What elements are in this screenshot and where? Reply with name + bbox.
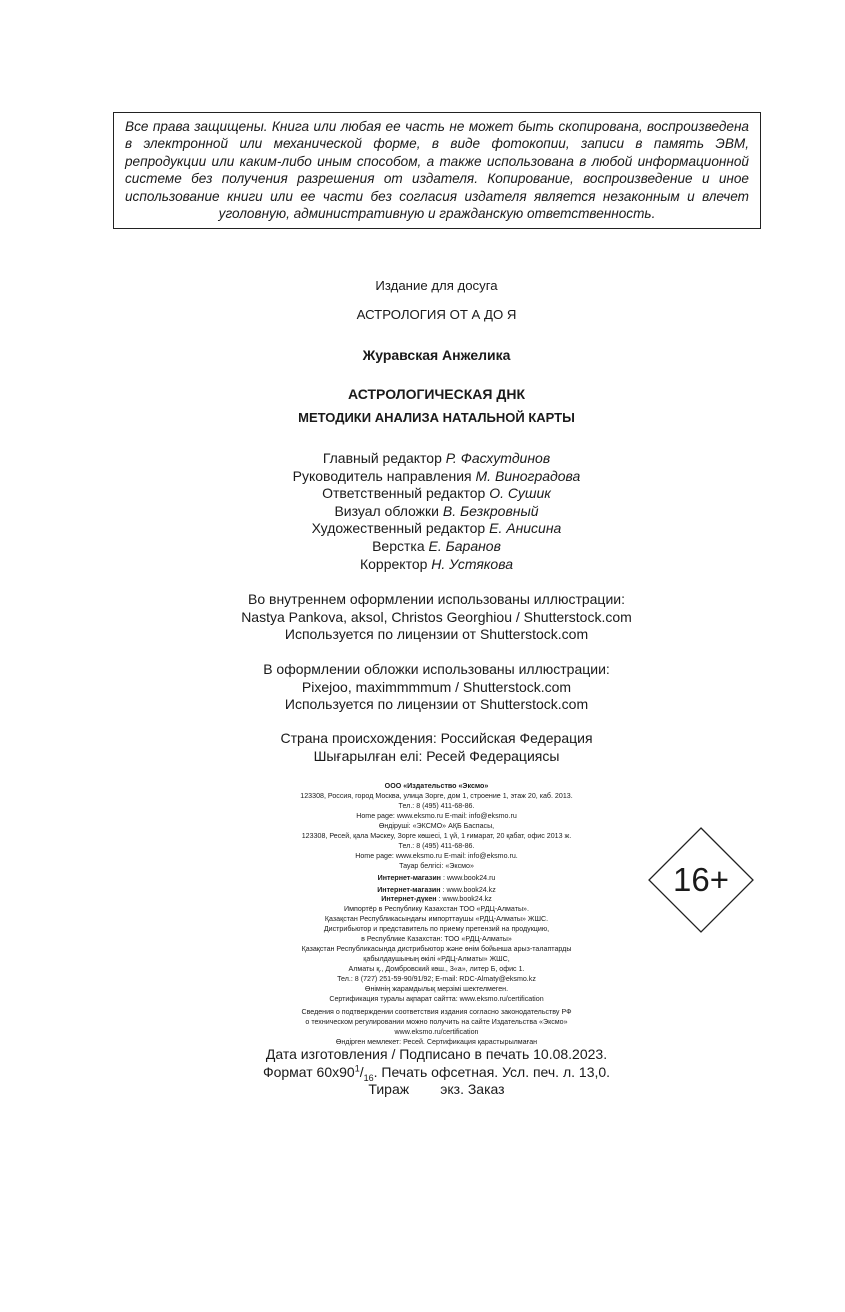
- age-rating-label: 16+: [673, 861, 729, 898]
- online-shop-line: Интернет-магазин : www.book24.kz: [377, 885, 496, 894]
- print-format: Формат $60x90^1/_{16}$. Печать офсетная. Усл. печ. л. 13,0.: [262, 1062, 611, 1083]
- credit-line: Визуал обложки В. Безкровный: [334, 502, 539, 519]
- credit-line: Ответственный редактор О. Сушик: [322, 485, 551, 502]
- copyright-notice-box: Все права защищены. Книга или любая ее часть не может быть скопирована, воспроизведена в электронной или механической форме, в виде фотокопии, записи в память ЭВМ, репродукции или каким-либо иным способом, а также использована в любой информационной системе без получения разрешения от издателя. Копирование, воспроизведение и иное использование книги или ее части без согласия издателя является незаконным и влечет уголовную, административную и гражданскую ответственность.: [113, 112, 761, 229]
- online-shop-line: Интернет-магазин : www.book24.ru: [377, 873, 496, 882]
- credit-line: Корректор Н. Устякова: [359, 555, 513, 572]
- online-shop-line: Интернет-дүкен : www.book24.kz: [381, 895, 492, 904]
- circulation-line: Тираж экз. Заказ: [368, 1081, 505, 1098]
- credit-line: Верстка Е. Баранов: [372, 537, 501, 554]
- print-date: Дата изготовления / Подписано в печать 10.08.2023.: [265, 1046, 608, 1062]
- country-of-origin: Страна происхождения: Российская Федерация Шығарылған елі: Ресей Федерациясы: [280, 730, 593, 764]
- publisher-info: ООО «Издательство «Эксмо» 123308, Россия, город Москва, улица Зорге, дом 1, строение 1, этаж 20, каб. 2013. Тел.: 8 (495) 411-68-86. Home page: www.eksmo.ru E-mail: info@eksmo.ru Өндіруші: «ЭКСМО» АҚБ Баспасы, 123308, Ресей, қала Мәскеу, Зорге көшесі, 1 үй, 1 ғимарат, 20 қабат, офис 2013 ж. Тел.: 8 (495) 411-68-86. Home page: www.eksmo.ru E-mail: info@eksmo.ru. Тауар белгісі: «Эксмо» Интернет-магазин : www.book24.ru Интернет-магазин : www.book24.kz Интернет-дүкен : www.book24.kz Импортёр в Республику Казахстан ТОО «РДЦ-Алматы». Қазақстан Республикасындағы импорттаушы «РДЦ-Алматы» ЖШС. Дистрибьютор и представитель по приему претензий на продукцию, в Республике Казахстан: ТОО «РДЦ-Алматы» Қазақстан Республикасында дистрибьютор және өнім бойынша арыз-талаптарды қабылдаушының өкілі «РДЦ-Алматы» ЖШС, Алматы қ., Домбровский көш., 3«а», литер Б, офис 1. Тел.: 8 (727) 251-59-90/91/92; E-mail: RDC-Almaty@eksmo.kz Өнімнің жарамдылық мерзімі шектелмеген. Сертификация туралы ақпарат сайтта: www.eksmo.ru/certification Сведения о подтверждении соответствия издания согласно законодательству РФ о техническом регулировании можно получить на сайте Издательства «Эксмо» www.eksmo.ru/certification Өндірген мемлекет: Ресей. Сертификация қарастырылмаған: [180, 782, 693, 1048]
- credits-list: [0, 450, 845, 573]
- interior-illustrations: Во внутреннем оформлении использованы иллюстрации: Nastya Pankova, aksol, Christos Georghiou / Shutterstock.com Используется по лицензии от Shutterstock.com: [241, 591, 632, 643]
- author-name: Журавская Анжелика: [362, 347, 511, 363]
- credit-line: Руководитель направления М. Виноградова: [292, 467, 581, 484]
- credit-line: Художественный редактор Е. Анисина: [311, 520, 562, 537]
- print-details: [0, 1046, 845, 1099]
- series-name: АСТРОЛОГИЯ ОТ А ДО Я: [356, 307, 517, 322]
- book-subtitle: МЕТОДИКИ АНАЛИЗА НАТАЛЬНОЙ КАРТЫ: [298, 410, 575, 425]
- credit-line: Главный редактор Р. Фасхутдинов: [322, 450, 551, 466]
- cover-illustrations: В оформлении обложки использованы иллюстрации: Pixejoo, maximmmmum / Shutterstock.com Используется по лицензии от Shutterstock.com: [263, 661, 610, 713]
- book-title: АСТРОЛОГИЧЕСКАЯ ДНК: [347, 386, 525, 402]
- edition-type: Издание для досуга: [375, 278, 498, 293]
